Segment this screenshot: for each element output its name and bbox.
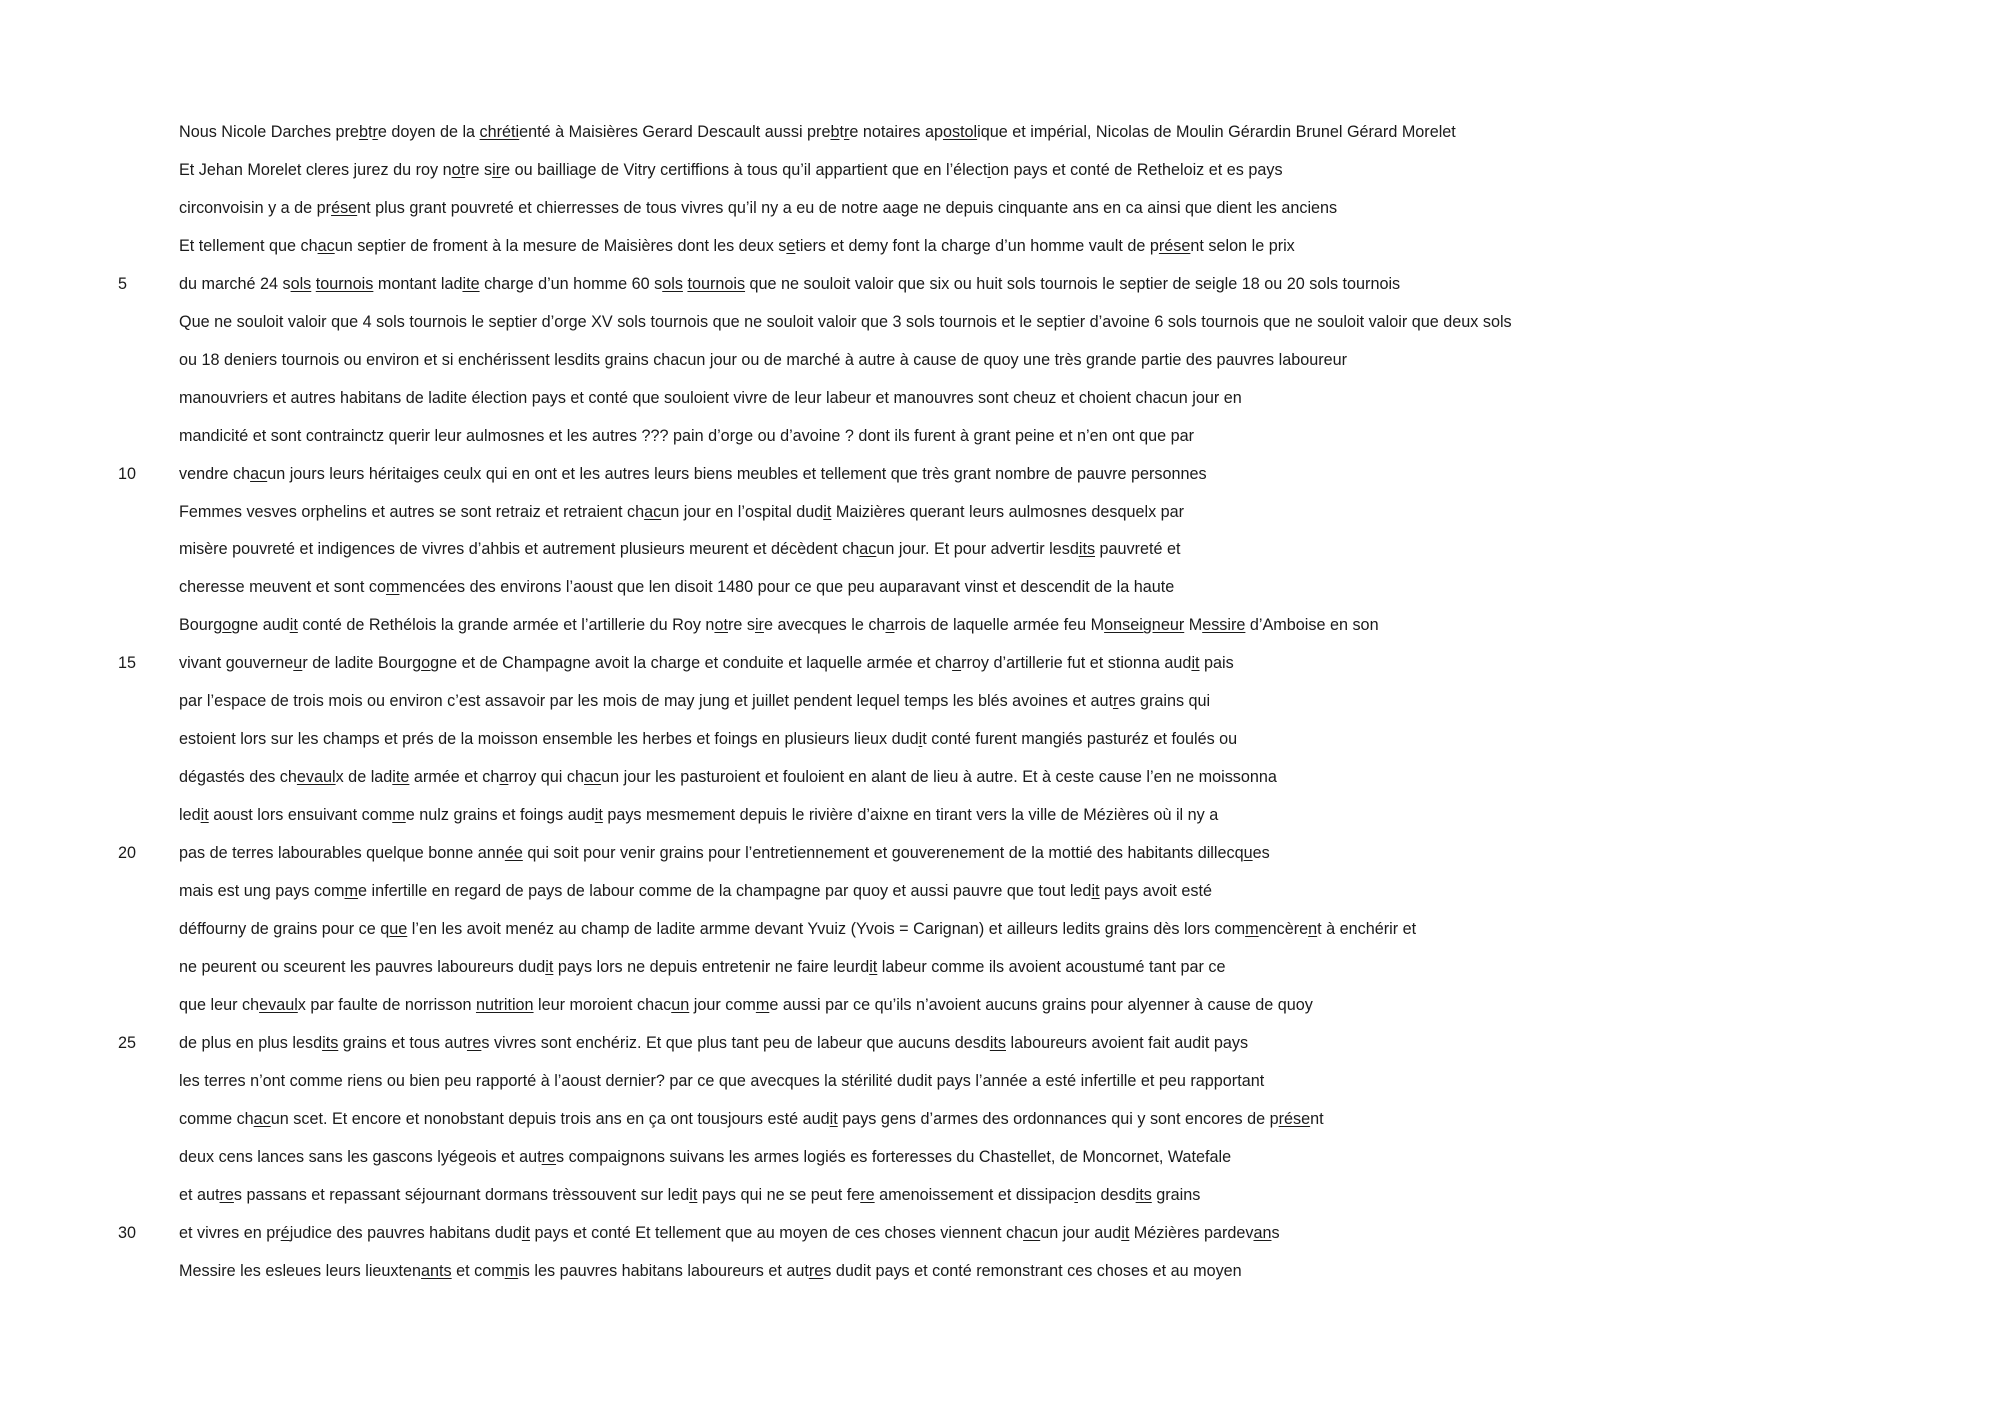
expanded-abbreviation: its (1135, 1185, 1152, 1204)
expanded-abbreviation: it (1191, 654, 1200, 673)
expanded-abbreviation: u (293, 654, 303, 673)
expanded-abbreviation: ac (644, 502, 662, 521)
transcription-line (0, 379, 2000, 417)
expanded-abbreviation: it (289, 616, 298, 635)
line-text: que leur chevaulx par faulte de norrisson nutrition leur moroient chacun jour comme aussi par ce qu’ils n’avoient aucuns grains pour alyenner à cause de quoy (179, 995, 1313, 1014)
line-text: comme chacun scet. Et encore et nonobstant depuis trois ans en ça ont tousjours esté audit pays gens d’armes des ordonnances qui y sont encores de présent (179, 1109, 1324, 1128)
line-number: 30 (118, 1223, 137, 1242)
expanded-abbreviation: r (372, 123, 378, 141)
line-text: vivant gouverneur de ladite Bourgogne et de Champagne avoit la charge et conduite et laquelle armée et charroy d’artillerie fut et stionna audit pais (179, 654, 1234, 673)
line-text: circonvoisin y a de présent plus grant pouvreté et chierresses de tous vivres qu’il ny a eu de notre aage ne depuis cinquante ans en ca ainsi que dient les anciens (179, 198, 1338, 217)
expanded-abbreviation: m (344, 882, 359, 900)
expanded-abbreviation: b (830, 123, 840, 141)
line-text: estoient lors sur les champs et prés de la moisson ensemble les herbes et foings en plusieurs lieux dudit conté furent mangiés pasturéz et foulés ou (179, 730, 1238, 749)
expanded-abbreviation: its (322, 1033, 339, 1052)
expanded-abbreviation: it (689, 1185, 698, 1204)
expanded-abbreviation: ir (754, 616, 764, 635)
expanded-abbreviation: rése (1278, 1109, 1311, 1128)
transcription-line (0, 720, 2000, 758)
expanded-abbreviation: r (843, 123, 850, 141)
transcription-line (0, 1252, 2000, 1290)
expanded-abbreviation: ite (462, 274, 480, 293)
expanded-abbreviation: evaul (259, 995, 298, 1014)
line-text: vendre chacun jours leurs héritaiges ceulx qui en ont et les autres leurs biens meubles et tellement que très grant nombre de pauvre personnes (179, 464, 1207, 483)
expanded-abbreviation: ac (859, 540, 877, 559)
transcription-line (0, 189, 2000, 227)
expanded-abbreviation: m (1245, 919, 1259, 938)
expanded-abbreviation: m (392, 806, 406, 825)
line-text: pas de terres labourables quelque bonne année qui soit pour venir grains pour l’entretiennement et gouverenement de la mottié des habitants dillecques (179, 844, 1270, 863)
line-text: dégastés des chevaulx de ladite armée et charroy qui chacun jour les pasturoient et fouloient en alant de lieu à autre. Et à ceste cause l’en ne moissonna (179, 768, 1277, 787)
transcription-line (0, 796, 2000, 834)
expanded-abbreviation: m (755, 995, 770, 1014)
line-text: Que ne souloit valoir que 4 sols tournois le septier d’orge XV sols tournois que ne souloit valoir que 3 sols tournois et le septier d’avoine 6 sols tournois que ne souloit valoir que deux sols (179, 312, 1512, 331)
line-text: du marché 24 sols tournois montant ladite charge d’un homme 60 sols tournois que ne souloit valoir que six ou huit sols tournois le septier de seigle 18 ou 20 sols tournois (179, 274, 1401, 293)
expanded-abbreviation: ostol (942, 123, 978, 141)
transcription-line (0, 682, 2000, 720)
line-number: 25 (118, 1033, 137, 1052)
line-text: ou 18 deniers tournois ou environ et si enchérissent lesdits grains chacun jour ou de marché à autre à cause de quoy une très grande partie des pauvres laboureur (179, 350, 1348, 369)
expanded-abbreviation: re (860, 1185, 875, 1204)
expanded-abbreviation: it (1121, 1223, 1130, 1242)
expanded-abbreviation: it (1091, 882, 1100, 900)
line-text: cheresse meuvent et sont commencées des environs l’aoust que len disoit 1480 pour ce que peu auparavant vinst et descendit de la haute (179, 578, 1175, 597)
transcription-line (0, 948, 2000, 986)
expanded-abbreviation: a (499, 768, 509, 787)
expanded-abbreviation: it (594, 806, 603, 825)
expanded-abbreviation: its (989, 1033, 1006, 1052)
line-text: Messire les esleues leurs lieuxtenants et commis les pauvres habitans laboureurs et autres dudit pays et conté remonstrant ces choses et au moyen (179, 1261, 1242, 1280)
expanded-abbreviation: chréti (479, 123, 520, 141)
transcription-line (0, 1062, 2000, 1100)
line-text: misère pouvreté et indigences de vivres d’ahbis et autrement plusieurs meurent et décèdent chacun jour. Et pour advertir lesdits pauvreté et (179, 540, 1181, 559)
line-text: par l’espace de trois mois ou environ c’est assavoir par les mois de may jung et juillet pendent lequel temps les blés avoines et autres grains qui (179, 692, 1211, 711)
line-text: ledit aoust lors ensuivant comme nulz grains et foings audit pays mesmement depuis le rivière d’aixne en tirant vers la ville de Mézières où il ny a (179, 806, 1219, 825)
transcription-line (0, 1024, 2000, 1062)
expanded-abbreviation: ot (714, 616, 728, 635)
expanded-abbreviation: re (466, 1033, 482, 1052)
transcription-line (0, 227, 2000, 265)
line-text: et vivres en préjudice des pauvres habitans dudit pays et conté Et tellement que au moyen de ces choses viennent chacun jour audit Mézières pardevans (179, 1223, 1280, 1242)
transcription-line (0, 1176, 2000, 1214)
transcription-line (0, 341, 2000, 379)
line-text: Nous Nicole Darches prebtre doyen de la chrétienté à Maisières Gerard Descault aussi prebtre notaires apostolique et impérial, Nicolas de Moulin Gérardin Brunel Gérard Morelet (179, 123, 1456, 141)
line-text: deux cens lances sans les gascons lyégeois et autres compaignons suivans les armes logiés es forteresses du Chastellet, de Moncornet, Watefale (179, 1147, 1232, 1166)
expanded-abbreviation: ols (290, 274, 312, 293)
transcription-line (0, 493, 2000, 531)
expanded-abbreviation: n (1308, 919, 1318, 938)
expanded-abbreviation: ése (331, 198, 358, 217)
expanded-abbreviation: ue (389, 919, 408, 938)
transcription-line (0, 1214, 2000, 1252)
line-number: 10 (118, 464, 137, 483)
line-text: manouvriers et autres habitans de ladite élection pays et conté que souloient vivre de leur labeur et manouvres sont cheuz et choient chacun jour en (179, 388, 1242, 407)
transcription-line (0, 265, 2000, 303)
expanded-abbreviation: u (1243, 844, 1253, 863)
expanded-abbreviation: its (1078, 540, 1096, 559)
expanded-abbreviation: a (885, 616, 895, 635)
expanded-abbreviation: i (1074, 1185, 1078, 1204)
line-number: 5 (118, 274, 128, 293)
expanded-abbreviation: ac (1023, 1223, 1041, 1242)
expanded-abbreviation: b (358, 123, 368, 141)
expanded-abbreviation: it (545, 957, 554, 976)
line-text: mandicité et sont contrainctz querir leur aulmosnes et les autres ??? pain d’orge ou d’avoine ? dont ils furent à grant peine et n’en ont que par (179, 426, 1195, 445)
transcription-line (0, 151, 2000, 189)
line-text: ne peurent ou sceurent les pauvres laboureurs dudit pays lors ne depuis entretenir ne faire leurdit labeur comme ils avoient acoustumé tant par ce (179, 957, 1226, 976)
line-text: Femmes vesves orphelins et autres se sont retraiz et retraient chacun jour en l’ospital dudit Maizières querant leurs aulmosnes desquelx par (179, 502, 1185, 521)
expanded-abbreviation: re (808, 1261, 824, 1280)
expanded-abbreviation: ac (250, 464, 268, 483)
transcription-line (0, 1138, 2000, 1176)
transcription-line (0, 303, 2000, 341)
transcription-line (0, 872, 2000, 910)
expanded-abbreviation: it (200, 806, 209, 825)
expanded-abbreviation: ols (662, 274, 683, 293)
transcription-line (0, 986, 2000, 1024)
expanded-abbreviation: ot (451, 160, 466, 179)
transcription-line (0, 417, 2000, 455)
expanded-abbreviation: an (1253, 1223, 1272, 1242)
expanded-abbreviation: m (504, 1261, 519, 1280)
line-number: 15 (118, 654, 137, 673)
transcription-line (0, 113, 2000, 151)
expanded-abbreviation: it (823, 502, 832, 521)
transcription-line (0, 834, 2000, 872)
expanded-abbreviation: tournois (687, 274, 746, 293)
line-text: et autres passans et repassant séjournant dormans trèssouvent sur ledit pays qui ne se peut fere amenoissement et dissipacion desdits grains (179, 1185, 1201, 1204)
expanded-abbreviation: ir (492, 160, 502, 179)
expanded-abbreviation: nutrition (475, 995, 534, 1014)
expanded-abbreviation: ac (317, 236, 335, 255)
transcription-line (0, 568, 2000, 606)
expanded-abbreviation: re (219, 1185, 234, 1204)
transcription-line (0, 758, 2000, 796)
expanded-abbreviation: og (421, 654, 440, 673)
expanded-abbreviation: i (918, 730, 923, 749)
expanded-abbreviation: ac (253, 1109, 271, 1128)
expanded-abbreviation: é (280, 1223, 290, 1242)
expanded-abbreviation: rése (1158, 236, 1191, 255)
transcription-line (0, 1100, 2000, 1138)
expanded-abbreviation: ite (392, 768, 410, 787)
transcription-line (0, 910, 2000, 948)
transcription-line (0, 644, 2000, 682)
transcription-line (0, 455, 2000, 493)
line-number: 20 (118, 844, 137, 863)
expanded-abbreviation: r (1112, 692, 1119, 711)
expanded-abbreviation: ants (421, 1261, 452, 1280)
expanded-abbreviation: essire (1202, 616, 1246, 635)
transcription-line (0, 530, 2000, 568)
expanded-abbreviation: m (385, 578, 400, 597)
line-text: les terres n’ont comme riens ou bien peu rapporté à l’aoust dernier? par ce que avecques la stérilité dudit pays l’année a esté infertille et peu rapportant (179, 1071, 1265, 1090)
expanded-abbreviation: re (541, 1147, 557, 1166)
expanded-abbreviation: og (222, 616, 241, 635)
expanded-abbreviation: un (671, 995, 690, 1014)
expanded-abbreviation: evaul (296, 768, 336, 787)
expanded-abbreviation: onseigneur (1104, 616, 1185, 635)
transcription-line (0, 606, 2000, 644)
expanded-abbreviation: tournois (315, 274, 374, 293)
line-text: de plus en plus lesdits grains et tous autres vivres sont enchériz. Et que plus tant peu de labeur que aucuns desdits laboureurs avoient fait audit pays (179, 1033, 1249, 1052)
line-text: mais est ung pays comme infertille en regard de pays de labour comme de la champagne par quoy et aussi pauvre que tout ledit pays avoit esté (179, 882, 1213, 900)
expanded-abbreviation: e (786, 236, 796, 255)
expanded-abbreviation: a (952, 654, 962, 673)
expanded-abbreviation: it (869, 957, 878, 976)
expanded-abbreviation: ac (583, 768, 602, 787)
expanded-abbreviation: ée (504, 844, 523, 863)
line-text: Et Jehan Morelet cleres jurez du roy notre sire ou bailliage de Vitry certiffions à tous qu’il appartient que en l’élection pays et conté de Retheloiz et es pays (179, 160, 1283, 179)
line-text: Et tellement que chacun septier de froment à la mesure de Maisières dont les deux setiers et demy font la charge d’un homme vault de présent selon le prix (179, 236, 1295, 255)
line-text: Bourgogne audit conté de Rethélois la grande armée et l’artillerie du Roy notre sire avecques le charrois de laquelle armée feu Monseigneur Messire d’Amboise en son (179, 616, 1379, 635)
line-text: déffourny de grains pour ce que l’en les avoit menéz au champ de ladite armme devant Yvuiz (Yvois = Carignan) et ailleurs ledits grains dès lors commencèrent à enchérir et (179, 919, 1417, 938)
expanded-abbreviation: it (521, 1223, 530, 1242)
expanded-abbreviation: it (829, 1109, 838, 1128)
expanded-abbreviation: i (987, 160, 991, 179)
